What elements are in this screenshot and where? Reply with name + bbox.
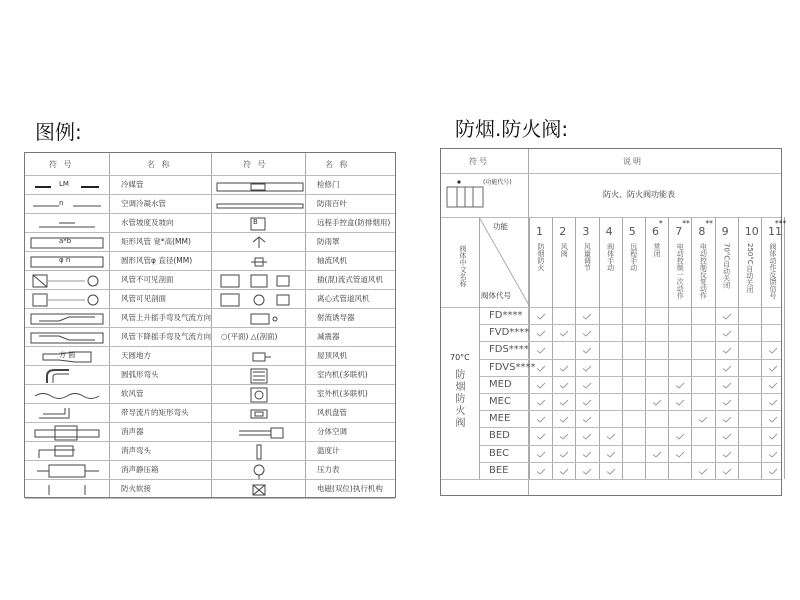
legend-name-1: 圆形风管φ 直径(MM): [121, 256, 193, 265]
legend-symbol-2: [215, 178, 305, 197]
damper-code: MEE: [489, 413, 511, 425]
check-mark-icon: [698, 468, 707, 474]
function-number: 6: [652, 225, 659, 238]
damper-title: 防烟.防火阀:: [455, 117, 569, 141]
legend-name-2: 防雨罩: [317, 237, 340, 246]
legend-name-1: 天圆地方: [121, 351, 151, 360]
check-mark-icon: [582, 468, 591, 474]
check-mark-icon: [722, 399, 731, 405]
legend-symbol-2: [215, 254, 305, 273]
check-mark-icon: [768, 416, 777, 422]
check-mark-icon: [722, 365, 731, 371]
function-number-mark: **: [682, 219, 690, 228]
damper-table: [440, 148, 787, 496]
check-mark-icon: [768, 347, 777, 353]
legend-name-2: 温度计: [317, 446, 340, 455]
check-mark-icon: [675, 451, 684, 457]
legend-name-1: 消声器: [121, 427, 144, 436]
legend-symbol-1: [29, 311, 105, 330]
check-mark-icon: [768, 399, 777, 405]
check-mark-icon: [606, 451, 615, 457]
check-mark-icon: [675, 399, 684, 405]
function-number: 4: [605, 225, 613, 238]
check-mark-icon: [536, 382, 545, 388]
legend-symbol-2-label: B: [253, 218, 258, 226]
function-number-mark: ***: [775, 219, 787, 228]
legend-symbol-2-label: ○(平面) △(剖面): [221, 332, 278, 341]
group-name: 防烟防火阀: [453, 369, 464, 429]
check-mark-icon: [536, 433, 545, 439]
legend-name-2: 风机盘管: [317, 408, 347, 417]
legend-name-1: 防火软接: [121, 484, 151, 493]
check-mark-icon: [536, 347, 545, 353]
check-mark-icon: [582, 451, 591, 457]
legend-name-2: 检修门: [317, 180, 340, 189]
damper-code: BEC: [489, 447, 510, 459]
check-mark-icon: [675, 382, 684, 388]
legend-name-1: 空调冷凝水管: [121, 199, 166, 208]
legend-name-2: 电磁(双位)执行机构: [317, 484, 383, 493]
damper-code: BEE: [489, 464, 509, 476]
function-number: 11: [768, 225, 782, 238]
legend-name-1: 消声弯头: [121, 446, 151, 455]
function-number: 10: [744, 225, 759, 238]
function-number: 1: [536, 225, 543, 238]
check-mark-icon: [768, 365, 777, 371]
function-number-mark: *: [659, 219, 663, 228]
legend-symbol-2: [215, 292, 305, 311]
check-mark-icon: [559, 382, 568, 388]
check-mark-icon: [722, 382, 731, 388]
function-number-mark: **: [705, 219, 713, 228]
legend-symbol-1-label: n: [59, 199, 64, 207]
group-temperature: 70°C: [450, 353, 470, 362]
legend-name-1: 消声静压箱: [121, 465, 159, 474]
legend-symbol-1: [29, 444, 105, 464]
legend-symbol-2: [215, 311, 305, 330]
check-mark-icon: [536, 451, 545, 457]
legend-symbol-1: [29, 292, 105, 311]
check-mark-icon: [559, 433, 568, 439]
function-label: 功能: [493, 222, 508, 231]
legend-name-1: 风管可见剖面: [121, 294, 166, 303]
check-mark-icon: [536, 416, 545, 422]
legend-name-2: 轴流风机: [317, 256, 347, 265]
check-mark-icon: [722, 330, 731, 336]
legend-symbol-1: [29, 425, 105, 445]
check-mark-icon: [722, 451, 731, 457]
check-mark-icon: [768, 451, 777, 457]
damper-code: FDVS****: [489, 361, 536, 373]
check-mark-icon: [536, 399, 545, 405]
check-mark-icon: [652, 451, 661, 457]
function-name: 常闭: [653, 243, 661, 257]
legend-symbol-1-label: 方 圆: [59, 351, 76, 359]
legend-header-name-1: 名 称: [147, 160, 172, 169]
legend-table: [24, 152, 396, 498]
function-name: 防烟防火: [537, 243, 545, 271]
check-mark-icon: [582, 399, 591, 405]
check-mark-icon: [606, 468, 615, 474]
function-name: 风量调节: [583, 243, 592, 271]
function-name: 阀体动作反馈信号: [769, 243, 777, 299]
damper-header-symbol: 符号: [469, 157, 489, 166]
check-mark-icon: [559, 365, 568, 371]
damper-name-label: 阀体中文名称: [459, 245, 467, 287]
legend-symbol-2: [215, 273, 305, 292]
legend-symbol-1: [29, 216, 105, 235]
function-name: 电动控制反复动作: [699, 243, 708, 299]
legend-name-2: 分体空调: [317, 427, 347, 436]
check-mark-icon: [582, 330, 591, 336]
check-mark-icon: [768, 382, 777, 388]
legend-name-2: 离心式管道风机: [317, 294, 370, 303]
function-number: 3: [582, 225, 590, 238]
damper-code: MEC: [489, 396, 511, 407]
legend-title: 图例:: [35, 120, 82, 144]
damper-header-description: 说明: [623, 157, 643, 166]
damper-code: MED: [489, 378, 512, 390]
legend-symbol-1: [29, 406, 105, 426]
function-name: 70°C自动关闭: [722, 243, 731, 289]
legend-symbol-1-label: LM: [59, 180, 69, 188]
check-mark-icon: [536, 468, 545, 474]
check-mark-icon: [768, 468, 777, 474]
legend-symbol-1: [29, 368, 105, 388]
check-mark-icon: [559, 330, 568, 336]
legend-name-1: 圆弧形弯头: [121, 370, 159, 379]
legend-name-2: 屋顶风机: [317, 351, 347, 360]
legend-name-1: 水管坡度及坡向: [121, 218, 174, 227]
function-number: 5: [628, 225, 636, 238]
check-mark-icon: [675, 433, 684, 439]
legend-symbol-2: [215, 368, 305, 388]
legend-symbol-2: [215, 463, 305, 483]
legend-name-2: 射流诱导器: [317, 313, 355, 322]
legend-name-1: 风管上升摇手弯及气流方向: [121, 313, 211, 322]
legend-name-2: 减震器: [317, 332, 340, 341]
legend-symbol-1: [29, 273, 105, 292]
damper-code-label: 阀体代号: [481, 291, 511, 300]
check-mark-icon: [582, 365, 591, 371]
check-mark-icon: [722, 347, 731, 353]
legend-name-1: 矩形风管 宽*高(MM): [121, 237, 191, 246]
legend-header-symbol-2: 符 号: [243, 160, 268, 169]
legend-name-2: 远程手控盒(防排烟用): [317, 218, 391, 227]
legend-name-2: 室外机(多联机): [317, 389, 368, 398]
legend-symbol-2: [215, 425, 305, 445]
damper-code: FVD****: [489, 327, 530, 339]
legend-name-2: 压力表: [317, 465, 340, 474]
legend-symbol-1: [29, 482, 105, 501]
damper-code: FD****: [489, 310, 523, 321]
check-mark-icon: [722, 433, 731, 439]
check-mark-icon: [559, 416, 568, 422]
check-mark-icon: [606, 433, 615, 439]
check-mark-icon: [559, 468, 568, 474]
legend-header-symbol-1: 符 号: [49, 160, 74, 169]
function-name: 阀体手动: [606, 243, 615, 271]
legend-symbol-1: [29, 197, 105, 216]
legend-symbol-2: [215, 197, 305, 216]
function-name: 250°C自动关闭: [745, 243, 754, 293]
legend-symbol-2: [215, 406, 305, 425]
damper-symbol: [445, 179, 485, 217]
header-diagonal: [479, 217, 529, 307]
legend-name-2: 室内机(多联机): [317, 370, 368, 379]
check-mark-icon: [559, 451, 568, 457]
function-number: 8: [698, 225, 706, 238]
legend-symbol-1-label: a*b: [59, 237, 72, 245]
function-number: 9: [721, 225, 729, 238]
check-mark-icon: [536, 313, 545, 319]
damper-function-table-title: 防火、防火阀功能表: [603, 190, 675, 199]
function-name: 电动控制一次动作: [676, 243, 685, 299]
function-name: 远程手动: [629, 243, 638, 271]
legend-name-1: 软风管: [121, 389, 144, 398]
check-mark-icon: [536, 330, 545, 336]
check-mark-icon: [582, 313, 591, 319]
check-mark-icon: [582, 433, 591, 439]
check-mark-icon: [698, 416, 707, 422]
function-number: 2: [559, 225, 567, 238]
legend-header-name-2: 名 称: [325, 160, 350, 169]
legend-name-1: 带导流片的矩形弯头: [121, 408, 189, 417]
legend-symbol-1: [29, 387, 105, 406]
check-mark-icon: [559, 399, 568, 405]
check-mark-icon: [722, 416, 731, 422]
legend-symbol-1-label: φ n: [59, 256, 71, 264]
legend-symbol-2: [215, 387, 305, 407]
legend-name-2: 插(混)流式管道风机: [317, 275, 383, 284]
function-number: 7: [675, 225, 683, 238]
check-mark-icon: [722, 468, 731, 474]
legend-name-1: 风管不可见剖面: [121, 275, 174, 284]
check-mark-icon: [768, 433, 777, 439]
check-mark-icon: [582, 347, 591, 353]
damper-code: FDS****: [489, 344, 529, 356]
legend-symbol-2: [215, 216, 305, 235]
function-name: 风阀: [560, 243, 569, 257]
check-mark-icon: [722, 313, 731, 319]
legend-symbol-1: [29, 330, 105, 349]
check-mark-icon: [582, 416, 591, 422]
legend-name-1: 冷媒管: [121, 180, 144, 189]
check-mark-icon: [536, 365, 545, 371]
damper-function-code-note: (功能代号): [483, 179, 512, 186]
legend-symbol-2: [215, 482, 305, 501]
legend-symbol-1: [29, 463, 105, 483]
damper-code: BED: [489, 430, 510, 442]
check-mark-icon: [582, 382, 591, 388]
legend-symbol-2: [215, 444, 305, 464]
check-mark-icon: [652, 399, 661, 405]
legend-name-1: 风管下降摇手弯及气流方向: [121, 332, 211, 341]
legend-symbol-2: [215, 349, 305, 368]
legend-name-2: 防雨百叶: [317, 199, 347, 208]
legend-symbol-2: [215, 235, 305, 254]
